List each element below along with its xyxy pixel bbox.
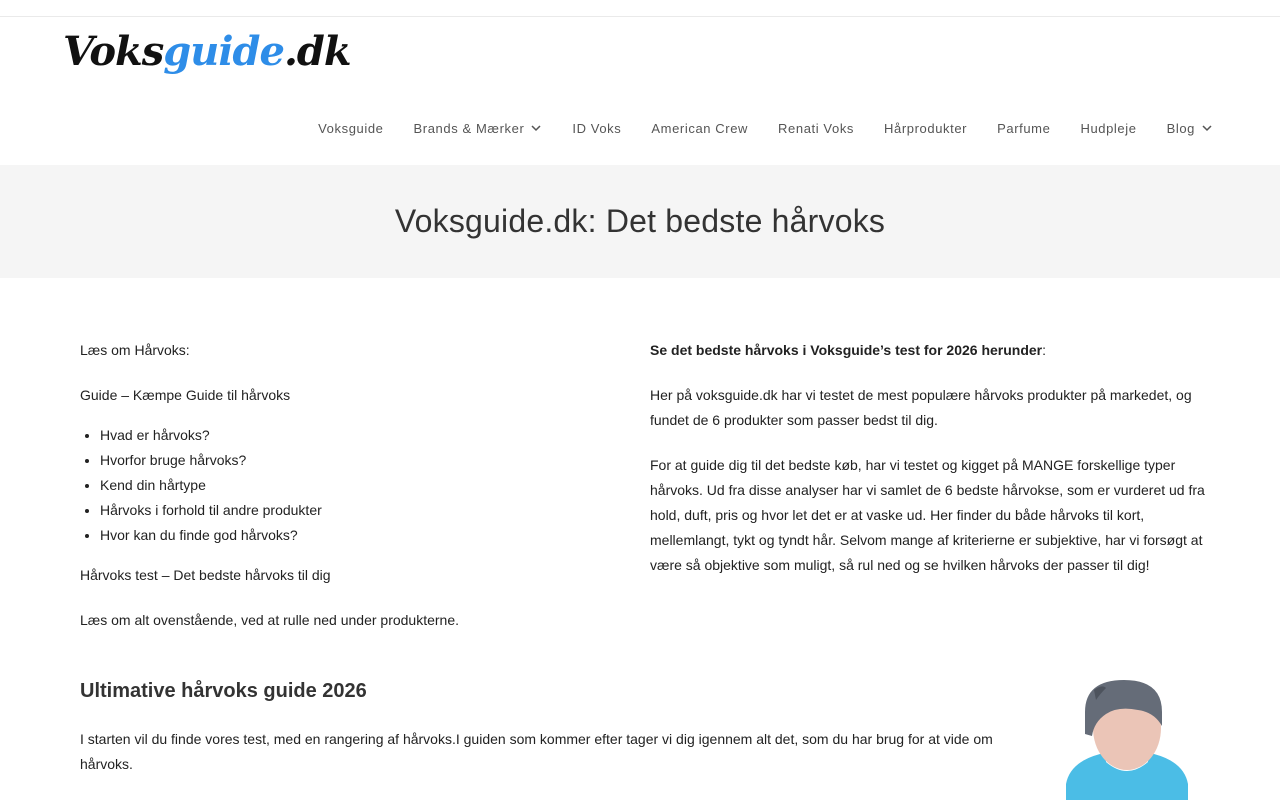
test-link[interactable]: Hårvoks test – Det bedste hårvoks til dig <box>80 567 331 583</box>
list-item <box>100 498 600 523</box>
topic-link-where-find[interactable]: Hvor kan du finde god hårvoks? <box>100 527 298 543</box>
nav-item-blog[interactable] <box>1152 121 1228 136</box>
topic-link-compare[interactable]: Hårvoks i forhold til andre produkter <box>100 502 322 518</box>
nav-item-parfume[interactable] <box>982 121 1065 136</box>
page-title-band <box>0 165 1280 278</box>
nav-item-hudpleje[interactable] <box>1065 121 1151 136</box>
nav-item-label: Brands & Mærker <box>413 120 525 136</box>
nav-item-label: Renati Voks <box>778 120 855 136</box>
logo-text-guide: guide <box>163 28 284 75</box>
nav-item-american-crew[interactable] <box>636 121 763 136</box>
list-item <box>100 523 600 548</box>
nav-item-label: Parfume <box>997 120 1051 136</box>
chevron-down-icon <box>530 122 542 134</box>
test-heading-bold: Se det bedste hårvoks i Voksguide’s test for 2026 herunder <box>650 342 1043 358</box>
test-heading-colon: : <box>1042 342 1047 358</box>
test-paragraph-2: For at guide dig til det bedste køb, har vi testet og kigget på MANGE forskellige typer hårvoks. Ud fra disse analyser har vi samlet de 6 bedste hårvokse, som er vurderet ud fra hold, duft, pris og hvor let det er at vaske ud. Her finder du både hårvoks til kort, mellemlangt, tykt og tyndt hår. Selvom mange af kriterierne er subjektive, har vi forsøgt at være så objektive som muligt, så rul ned og se hvilken hårvoks der passer til dig! <box>650 457 1205 573</box>
site-logo[interactable] <box>63 22 351 84</box>
nav-item-harprodukter[interactable] <box>869 121 982 136</box>
nav-item-label: Hårprodukter <box>884 120 968 136</box>
guide-link[interactable]: Guide – Kæmpe Guide til hårvoks <box>80 387 291 403</box>
chevron-down-icon <box>1201 122 1213 134</box>
nav-item-label: Hudpleje <box>1080 120 1137 136</box>
topic-link-what-is[interactable]: Hvad er hårvoks? <box>100 427 210 443</box>
test-paragraph-1: Her på voksguide.dk har vi testet de mest populære hårvoks produkter på markedet, og fundet de 6 produkter som passer bedst til dig. <box>650 387 1192 428</box>
guide-intro-text: I starten vil du finde vores test, med en rangering af hårvoks.I guiden som kommer efter tager vi dig igennem alt det, som du har brug for at vide om hårvoks. <box>80 731 993 772</box>
left-column <box>80 338 600 653</box>
person-avatar-icon <box>1062 676 1192 800</box>
intro-label: Læs om Hårvoks: <box>80 342 190 358</box>
nav-item-label: Blog <box>1166 120 1195 136</box>
nav-item-voksguide[interactable] <box>303 121 398 136</box>
nav-item-label: Voksguide <box>318 120 384 136</box>
test-heading <box>650 338 1205 363</box>
page-title: Voksguide.dk: Det bedste hårvoks <box>394 203 886 239</box>
top-bar <box>0 0 1280 17</box>
logo-text-dk: .dk <box>283 28 351 75</box>
nav-item-renati-voks[interactable] <box>763 121 869 136</box>
main-navigation <box>303 108 1228 148</box>
guide-topic-list <box>80 423 600 548</box>
list-item <box>100 473 600 498</box>
topic-link-hair-type[interactable]: Kend din hårtype <box>100 477 206 493</box>
guide-heading: Ultimative hårvoks guide 2026 <box>80 680 367 702</box>
right-column <box>650 338 1205 598</box>
nav-item-id-voks[interactable] <box>557 121 636 136</box>
logo-text-voks: Voks <box>63 28 164 75</box>
list-item <box>100 448 600 473</box>
scroll-hint: Læs om alt ovenstående, ved at rulle ned under produkterne. <box>80 612 460 628</box>
topic-link-why-use[interactable]: Hvorfor bruge hårvoks? <box>100 452 247 468</box>
nav-item-label: ID Voks <box>572 120 622 136</box>
list-item <box>100 423 600 448</box>
nav-item-label: American Crew <box>651 120 749 136</box>
nav-item-brands[interactable] <box>399 121 558 136</box>
